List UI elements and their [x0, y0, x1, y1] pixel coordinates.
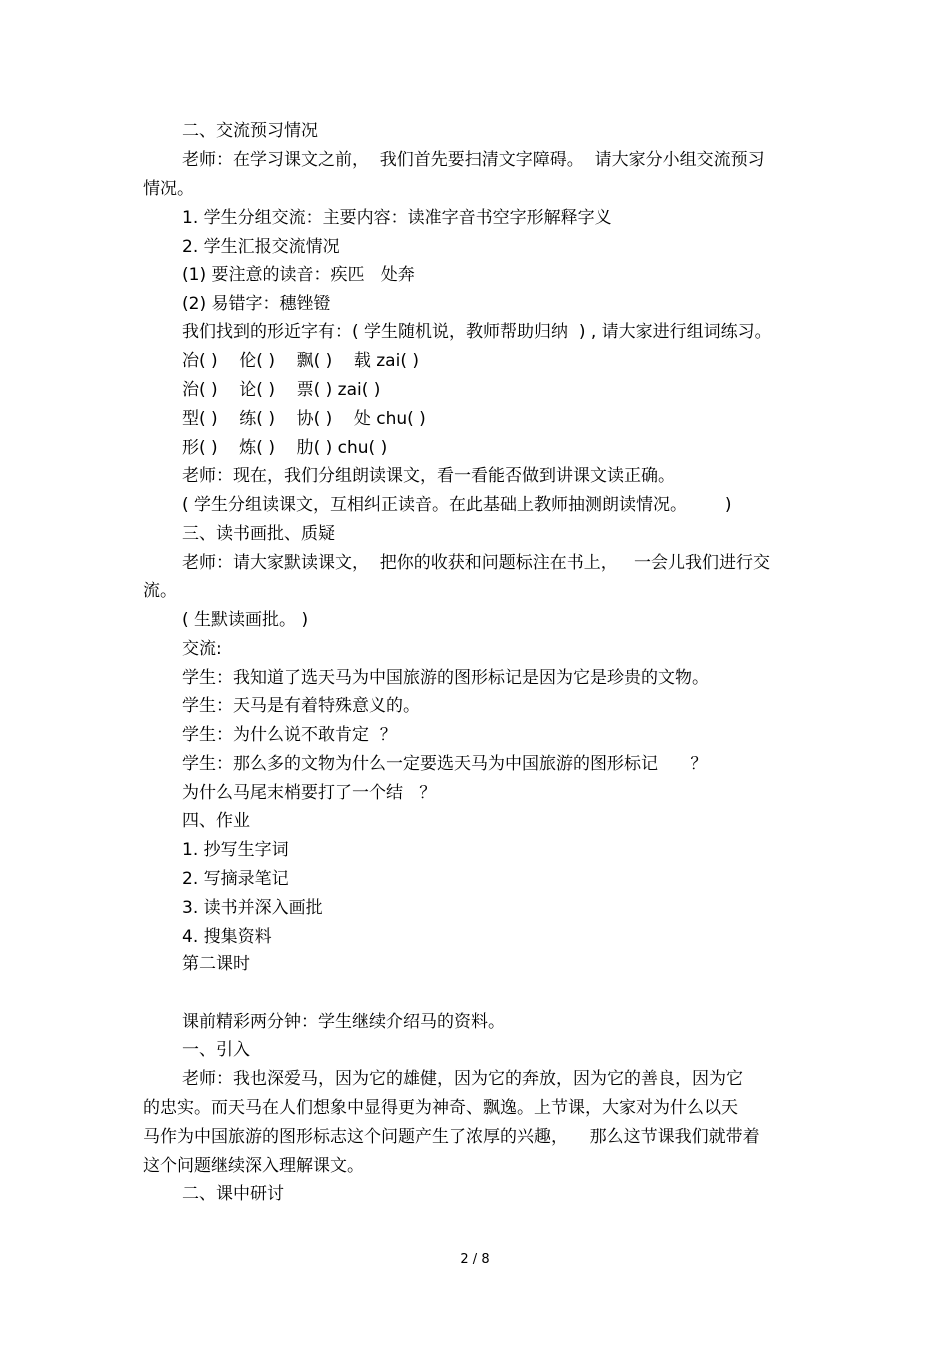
dialogue-line: 学生：天马是有着特殊意义的。: [182, 696, 420, 716]
section-heading: 一、引入: [182, 1040, 250, 1060]
word-exercise-row: 治( ) 论( ) 票( ) zai( ): [182, 380, 381, 400]
page-number: 2 / 8: [460, 1252, 490, 1267]
list-item: 1. 抄写生字词: [182, 840, 289, 860]
word-exercise-row: 型( ) 练( ) 协( ) 处 chu( ): [182, 409, 426, 429]
paragraph-line: 课前精彩两分钟：学生继续介绍马的资料。: [182, 1012, 505, 1032]
list-item: 2. 学生汇报交流情况: [182, 237, 340, 257]
dialogue-line: 学生：我知道了选天马为中国旅游的图形标记是因为它是珍贵的文物。: [182, 668, 709, 688]
section-heading: 二、交流预习情况: [182, 121, 318, 141]
paragraph-line: 老师：现在，我们分组朗读课文，看一看能否做到讲课文读正确。: [182, 466, 675, 486]
list-item: 4. 搜集资料: [182, 927, 272, 947]
word-exercise-row: 冶( ) 伦( ) 飘( ) 载 zai( ): [182, 351, 419, 371]
list-item: 3. 读书并深入画批: [182, 898, 323, 918]
list-item: (2) 易错字：穗锉镫: [182, 294, 331, 314]
paragraph-line: 老师：请大家默读课文， 把你的收获和问题标注在书上， 一会儿我们进行交: [182, 553, 771, 573]
list-item: 1. 学生分组交流：主要内容：读准字音书空字形解释字义: [182, 208, 612, 228]
paragraph-line: 马作为中国旅游的图形标志这个问题产生了浓厚的兴趣， 那么这节课我们就带着: [143, 1127, 760, 1147]
list-item: 2. 写摘录笔记: [182, 869, 289, 889]
section-heading: 三、读书画批、质疑: [182, 524, 335, 544]
paragraph-line: 情况。: [143, 179, 194, 199]
paragraph-line: 的忠实。而天马在人们想象中显得更为神奇、飘逸。上节课，大家对为什么以天: [143, 1098, 738, 1118]
paragraph-line: 老师：在学习课文之前， 我们首先要扫清文字障碍。 请大家分小组交流预习: [182, 150, 765, 170]
lesson-heading: 第二课时: [182, 954, 250, 974]
list-item: (1) 要注意的读音：疾匹 处奔: [182, 265, 415, 285]
dialogue-line: 学生：那么多的文物为什么一定要选天马为中国旅游的图形标记 ？: [182, 754, 708, 774]
paragraph-line: 这个问题继续深入理解课文。: [143, 1156, 364, 1176]
word-exercise-row: 形( ) 炼( ) 肋( ) chu( ): [182, 438, 388, 458]
paragraph-line: 流。: [143, 581, 177, 601]
paragraph-line: 交流:: [182, 639, 222, 659]
paragraph-line: ( 生默读画批。 ): [182, 610, 309, 630]
paragraph-line: 我们找到的形近字有：( 学生随机说，教师帮助归纳 ) , 请大家进行组词练习。: [182, 322, 772, 342]
section-heading: 二、课中研讨: [182, 1184, 284, 1204]
section-heading: 四、作业: [182, 811, 250, 831]
dialogue-line: 学生：为什么说不敢肯定 ？: [182, 725, 397, 745]
paragraph-line: ( 学生分组读课文，互相纠正读音。在此基础上教师抽测朗读情况。 ): [182, 495, 732, 515]
dialogue-line: 为什么马尾末梢要打了一个结 ？: [182, 783, 437, 803]
paragraph-line: 老师：我也深爱马，因为它的雄健，因为它的奔放，因为它的善良，因为它: [182, 1069, 743, 1089]
